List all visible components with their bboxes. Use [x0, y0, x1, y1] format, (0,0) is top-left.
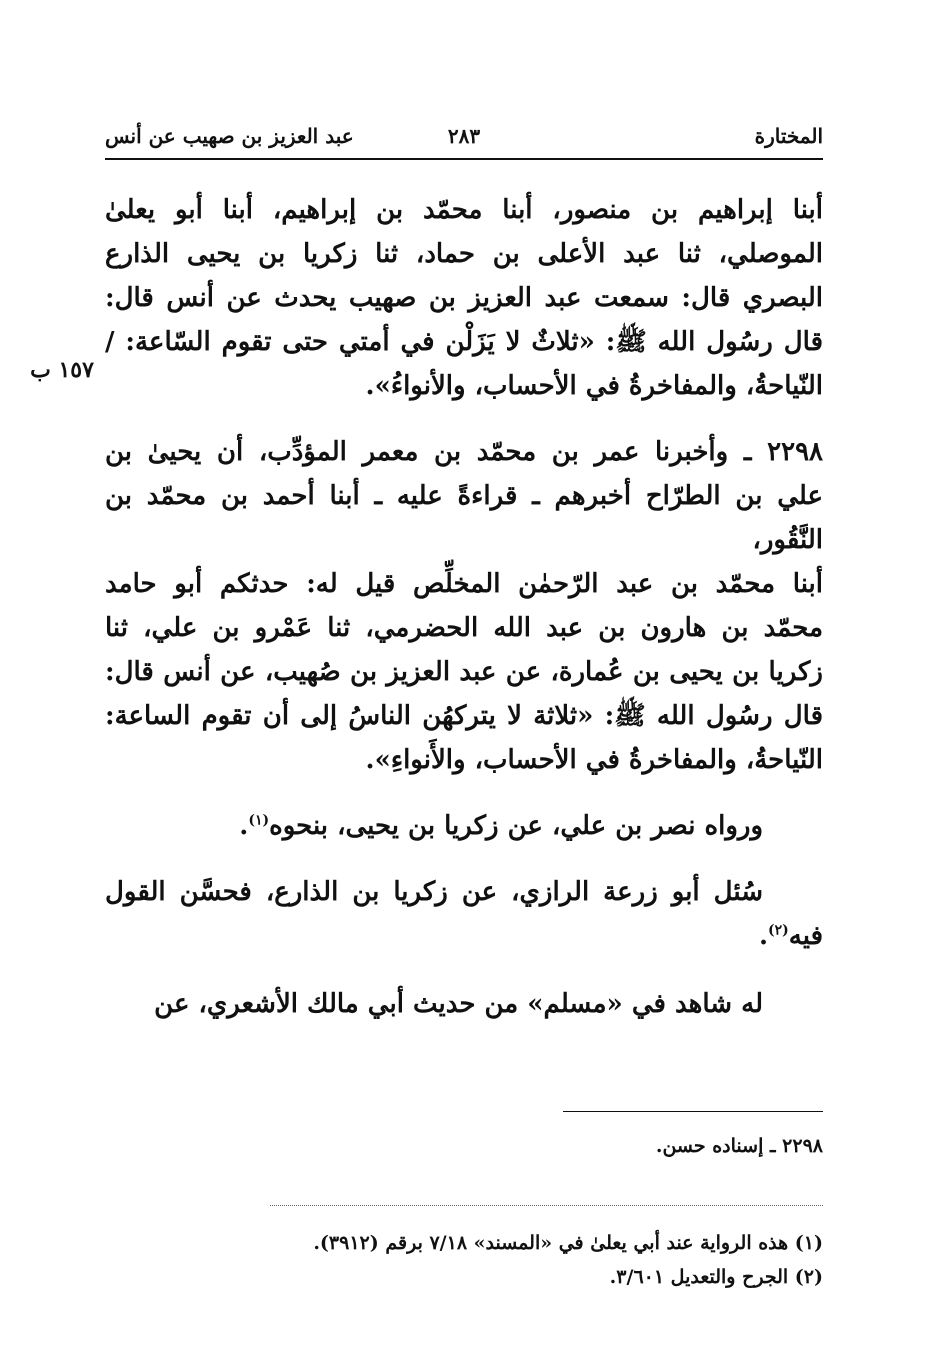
- footnote-rule: [563, 1111, 823, 1112]
- text-line: ٢٢٩٨ ـ وأخبرنا عمر بن محمّد بن معمر المؤدِّب، أن يحيىٰ بن: [105, 437, 823, 467]
- header-rule: [105, 158, 823, 160]
- abu-zura-last-text: فيه: [788, 921, 823, 951]
- footnote-2: (٢) الجرح والتعديل ٣/٦٠١.: [609, 1266, 823, 1288]
- text-line: النّياحةُ، والمفاخرةُ في الأحساب، والأنواءُ».: [365, 371, 823, 401]
- text-line: محمّد بن هارون بن عبد الله الحضرمي، ثنا عَمْرو بن علي، ثنا: [105, 613, 823, 643]
- paragraph-1: [105, 188, 823, 408]
- text-line: [105, 914, 823, 958]
- text-line: أبنا محمّد بن عبد الرّحمٰن المخلِّص قيل له: حدثكم أبو حامد: [105, 569, 823, 599]
- text-line: الموصلي، ثنا عبد الأعلى بن حماد، ثنا زكريا بن يحيى الذارع: [105, 239, 823, 269]
- paragraph-narration: [105, 804, 823, 848]
- text-line: علي بن الطرّاح أخبرهم ـ قراءةً عليه ـ أبنا أحمد بن محمّد بن النَّقُور،: [105, 481, 823, 555]
- text-line: سُئل أبو زرعة الرازي، عن زكريا بن الذارع، فحسَّن القول: [105, 877, 763, 907]
- margin-folio-note: ١٥٧ ب: [30, 357, 94, 383]
- witness-text: له شاهد في «مسلم» من حديث أبي مالك الأشعري، عن: [154, 989, 763, 1019]
- footnote-ref-1[interactable]: (١): [248, 812, 270, 829]
- footnote-separator: [270, 1205, 823, 1206]
- paragraph-abu-zura: [105, 870, 823, 958]
- main-text: [105, 188, 823, 1026]
- footnote-ref-2[interactable]: (٢): [768, 922, 789, 939]
- paragraph-witness: [105, 982, 823, 1026]
- text-line: أبنا إبراهيم بن منصور، أبنا محمّد بن إبراهيم، أبنا أبو يعلىٰ: [105, 195, 823, 225]
- narration-tail: .: [239, 811, 249, 841]
- footnote-hadith-grade: ٢٢٩٨ ـ إسناده حسن.: [655, 1135, 823, 1157]
- abu-zura-tail: .: [758, 921, 768, 951]
- text-line: النّياحةُ، والمفاخرةُ في الأحساب، والأَنواءِ».: [365, 745, 823, 775]
- text-line: البصري قال: سمعت عبد العزيز بن صهيب يحدث عن أنس قال:: [105, 283, 823, 313]
- chapter-title: عبد العزيز بن صهيب عن أنس: [105, 124, 354, 148]
- book-title: المختارة: [754, 124, 823, 148]
- running-header: [105, 124, 823, 154]
- text-line: زكريا بن يحيى بن عُمارة، عن عبد العزيز بن صُهيب، عن أنس قال:: [105, 657, 823, 687]
- text-line: قال رسُول الله ﷺ: «ثلاثة لا يتركهُن الناسُ إلى أن تقوم الساعة:: [105, 701, 823, 731]
- footnote-1: (١) هذه الرواية عند أبي يعلىٰ في «المسند» ٧/١٨ برقم (٣٩١٢).: [313, 1232, 823, 1254]
- text-line: قال رسُول الله ﷺ: «ثلاثٌ لا يَزَلْن في أمتي حتى تقوم السّاعة: /: [105, 327, 823, 357]
- narration-text: ورواه نصر بن علي، عن زكريا بن يحيى، بنحوه: [269, 811, 763, 841]
- page-number: ٢٨٣: [447, 124, 481, 148]
- paragraph-hadith-2298: [105, 430, 823, 782]
